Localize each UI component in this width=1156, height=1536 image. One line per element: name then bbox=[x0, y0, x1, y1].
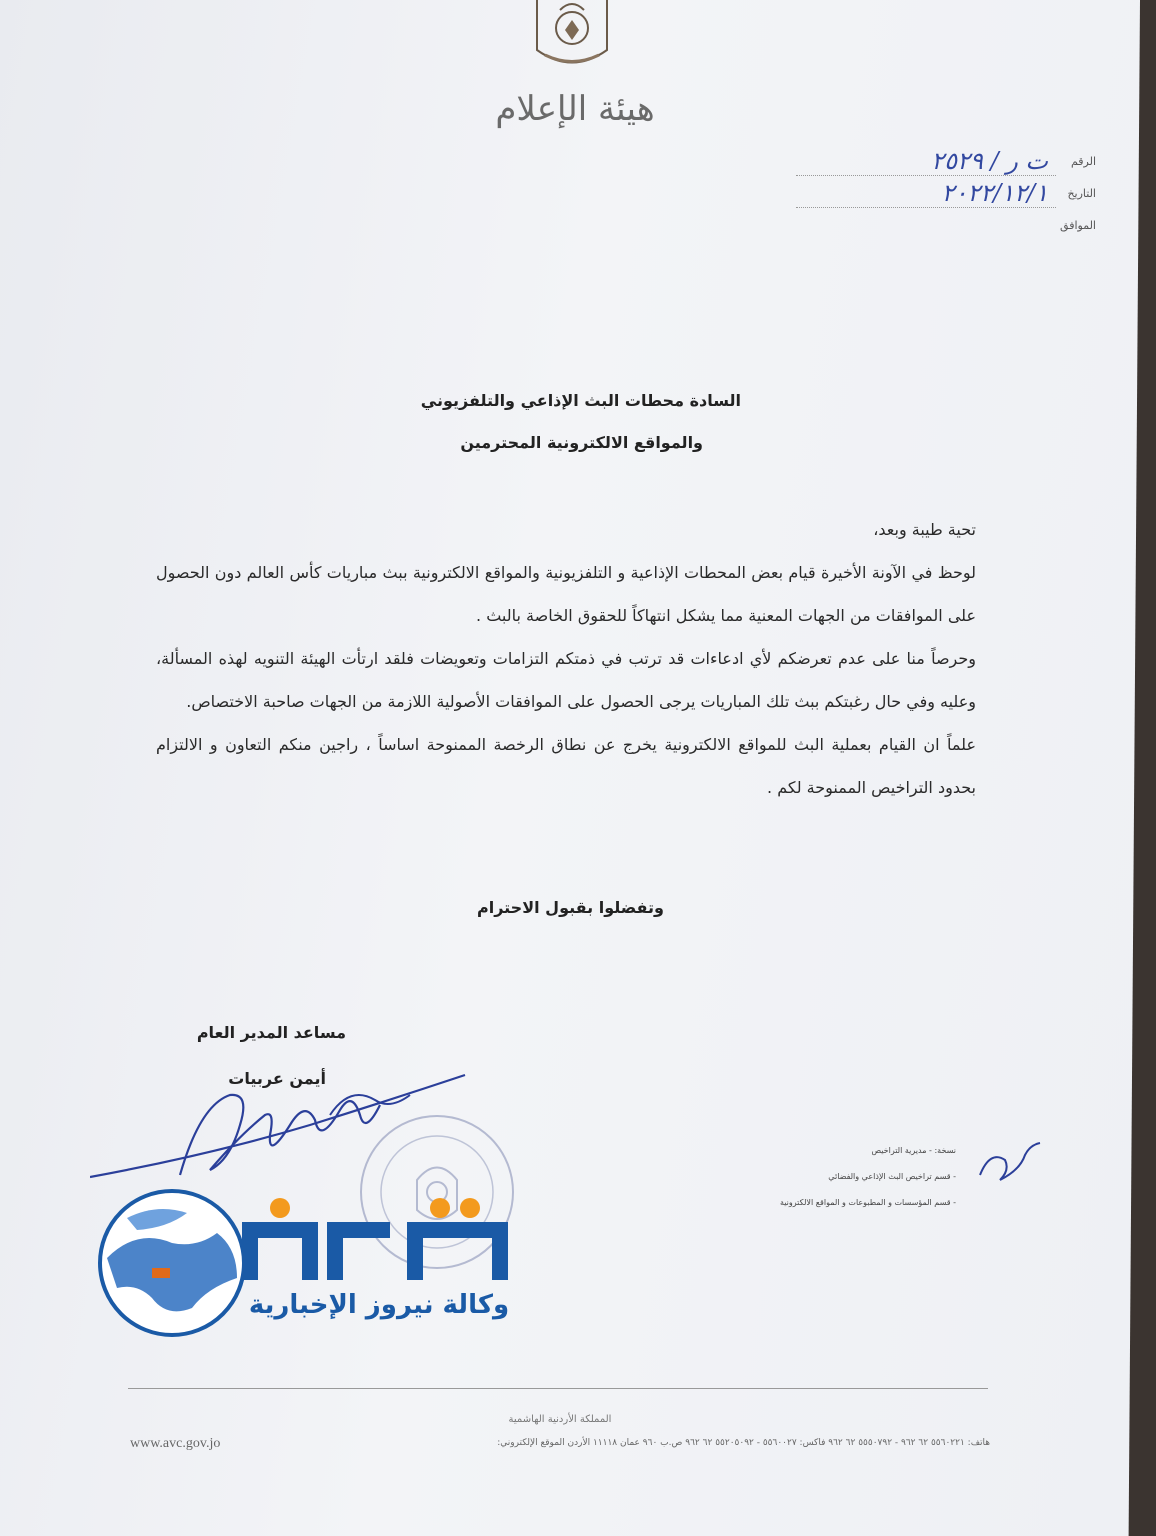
closing: وتفضلوا بقبول الاحترام bbox=[476, 898, 664, 917]
ref-label: الرقم bbox=[1070, 154, 1096, 168]
footer-country: المملكة الأردنية الهاشمية bbox=[508, 1414, 612, 1425]
handwritten-signature bbox=[90, 1065, 490, 1195]
footer-contact: هاتف: ٥٥٦٠٢٢١ ٦٢ ٩٦٢ - ٥٥٥٠٧٩٢ ٦٢ ٩٦٢ فاكس: ٥٥٦٠٠٢٧ - ٥٥٢٠٥٠٩٢ ٦٢ ٩٦٢ ص.ب ٩٦٠ عمان ١١١١٨ الأردن الموقع الإلكتروني: bbox=[497, 1438, 990, 1448]
addressee bbox=[321, 380, 741, 464]
agency-logo-icon bbox=[240, 1190, 510, 1290]
date-label: التاريخ bbox=[1067, 186, 1096, 200]
corresponding-label: الموافق bbox=[1060, 218, 1096, 232]
copies-list bbox=[656, 1138, 956, 1216]
copies-label: نسخة: bbox=[934, 1146, 956, 1155]
copy-item-3: - قسم المؤسسات و المطبوعات و المواقع الالكترونية bbox=[779, 1198, 956, 1207]
ref-number: ت ر / ٢٥٢٩ bbox=[796, 147, 1056, 176]
reference-block bbox=[796, 145, 1096, 241]
date-value: ٢٠٢٢/١٢/١ bbox=[796, 179, 1056, 208]
agency-name: وكالة نيروز الإخبارية bbox=[248, 1290, 510, 1320]
addressee-line1: السادة محطات البث الإذاعي والتلفزيوني bbox=[420, 391, 741, 410]
paragraph-2: وحرصاً منا على عدم تعرضكم لأي ادعاءات قد ترتب في ذمتكم التزامات وتعويضات فلقد ارتأت الهيئة التنويه لهذه المسألة، وعليه وفي حال رغبتكم ببث تلك المباريات يرجى الحصول على الموافقات الأصولية اللازمة من الجهات صاحبة الاختصاص. bbox=[156, 649, 976, 711]
signer-title: مساعد المدير العام bbox=[196, 1023, 346, 1042]
handwritten-initials bbox=[975, 1135, 1045, 1195]
copy-item-2: - قسم تراخيص البث الإذاعي والفضائي bbox=[828, 1172, 956, 1181]
authority-logo: هيئة الإعلام bbox=[495, 89, 655, 129]
copy-item-1: - مديرية التراخيص bbox=[871, 1146, 932, 1155]
footer-divider bbox=[128, 1388, 988, 1389]
addressee-line2: والمواقع الالكترونية المحترمين bbox=[460, 433, 703, 452]
globe-icon bbox=[97, 1188, 247, 1338]
jordan-coat-of-arms-icon bbox=[527, 0, 617, 72]
letter-body bbox=[156, 508, 976, 809]
corresponding-value bbox=[796, 211, 1056, 239]
greeting: تحية طيبة وبعد، bbox=[873, 520, 976, 539]
paragraph-3: علماً ان القيام بعملية البث للمواقع الالكترونية يخرج عن نطاق الرخصة الممنوحة اساساً ، راجين منكم التعاون و الالتزام بحدود التراخيص الممنوحة لكم . bbox=[156, 735, 976, 797]
paragraph-1: لوحظ في الآونة الأخيرة قيام بعض المحطات الإذاعية و التلفزيونية والمواقع الالكترونية ببث مباريات كأس العالم دون الحصول على الموافقات من الجهات المعنية مما يشكل انتهاكاً للحقوق الخاصة بالبث . bbox=[156, 563, 976, 625]
signer-name: أيمن عربيات bbox=[228, 1069, 326, 1088]
footer-website: www.avc.gov.jo bbox=[130, 1436, 221, 1451]
